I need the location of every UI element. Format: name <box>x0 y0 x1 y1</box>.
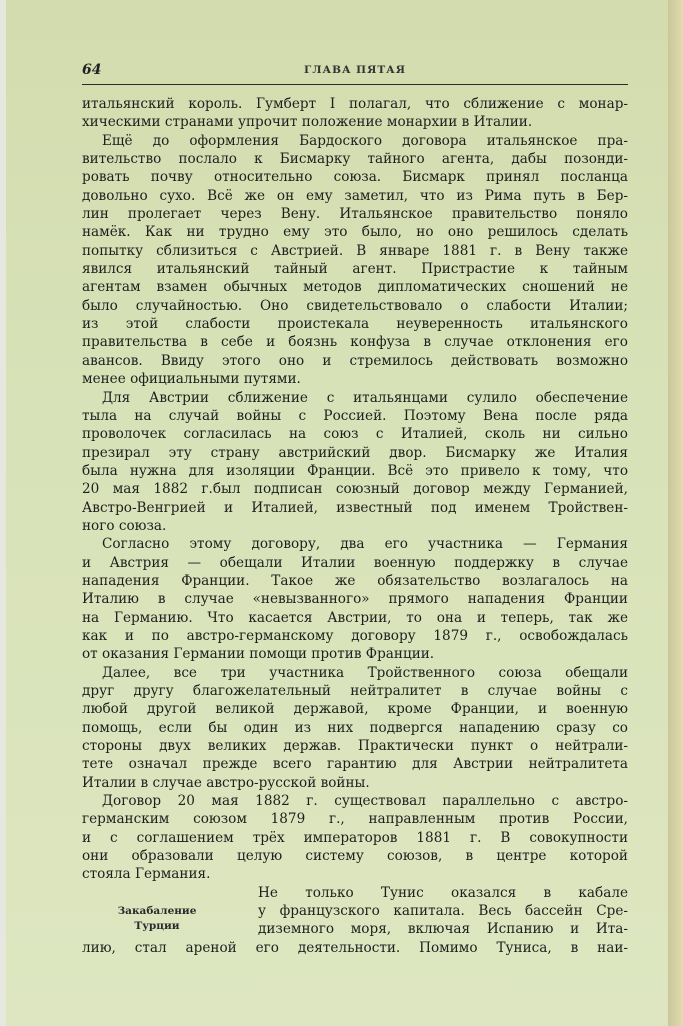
text-line: презирал эту страну австрийский двор. Бисмарку же Италия <box>82 444 628 461</box>
text-line: от оказания Германии помощи против Франции. <box>82 646 435 663</box>
margin-heading-line: Закабаление <box>117 904 197 917</box>
text-line: 20 мая 1882 г.был подписан союзный договор между Германией, <box>82 481 628 498</box>
text-line: на Германию. Что касается Австрии, то она и теперь, так же <box>82 609 628 626</box>
header-rule <box>82 84 628 85</box>
text-line: было случайностью. Оно свидетельствовало о слабости Италии; <box>82 297 628 314</box>
text-line: друг другу благожелательный нейтралитет в случае войны с <box>82 683 628 699</box>
text-line: диземного моря, включая Испанию и Ита- <box>258 921 628 938</box>
paragraph <box>82 535 628 663</box>
section-closing <box>82 884 628 957</box>
text-line: ного союза. <box>82 517 167 534</box>
text-line: и с соглашением трёх императоров 1881 г. В совокупности <box>82 829 628 846</box>
text-line: и Австрия — обещали Италии военную поддержку в случае <box>82 554 628 571</box>
text-line: Согласно этому договору, два его участника — Германия <box>102 536 628 553</box>
paragraph <box>82 95 628 132</box>
paragraph <box>82 389 628 536</box>
text-line: помощь, если бы один из них подвергся нападению сразу со <box>82 719 628 736</box>
text-line: была нужна для изоляции Франции. Всё это привело к тому, что <box>82 462 628 479</box>
text-line: стояла Германия. <box>82 866 211 883</box>
text-line: германским союзом 1879 г., направленным против России, <box>82 811 628 828</box>
text-line: у французского капитала. Весь бассейн Сре- <box>258 903 628 920</box>
text-line: как и по австро-германскому договору 1879 г., освобождалась <box>82 627 628 644</box>
body-text <box>82 95 628 957</box>
text-line: вительство послало к Бисмарку тайного агента, дабы позонди- <box>82 151 628 168</box>
page-header <box>82 60 628 80</box>
text-line: авансов. Ввиду этого оно и стремилось действовать возможно <box>82 352 628 369</box>
text-line: тыла на случай войны с Россией. Поэтому Вена после ряда <box>82 407 628 424</box>
text-line: они образовали целую систему союзов, в центре которой <box>82 848 628 865</box>
paragraph <box>82 132 628 389</box>
text-line: попытку сблизиться с Австрией. В январе 1881 г. в Вену также <box>82 242 628 259</box>
text-line: стороны двух великих держав. Практически пункт о нейтрали- <box>82 738 628 755</box>
text-line: ровать почву относительно союза. Бисмарк принял посланца <box>82 169 628 186</box>
paragraph <box>82 792 628 884</box>
text-line: хическими странами упрочит положение монархии в Италии. <box>82 114 533 131</box>
text-line: правительства в себе и боязнь конфуза в случае отклонения его <box>82 334 628 351</box>
text-line: Не только Тунис оказался в кабале <box>258 884 628 901</box>
margin-heading-line: Турции <box>134 919 180 932</box>
text-line: Италию в случае «невызванного» прямого нападения Франции <box>82 591 628 608</box>
text-line: любой другой великой державой, кроме Франции, и военную <box>82 701 628 718</box>
text-line: Договор 20 мая 1882 г. существовал параллельно с австро- <box>102 793 628 810</box>
paragraphs <box>82 95 628 884</box>
text-line: Италии в случае австро-русской войны. <box>82 774 370 791</box>
text-line: менее официальными путями. <box>82 371 301 388</box>
book-spine-edge <box>668 0 683 1026</box>
text-line: довольно сухо. Всё же он ему заметил, что из Рима путь в Бер- <box>82 187 628 204</box>
text-line: Австро-Венгрией и Италией, известный под именем Тройствен- <box>82 499 628 516</box>
text-line: агентам взамен обычных методов дипломатических сношений не <box>82 279 628 296</box>
paragraph <box>82 664 628 792</box>
text-line: лию, стал ареной его деятельности. Помимо Туниса, в наи- <box>82 939 628 956</box>
text-line: проволочек согласилась на союз с Италией, сколь ни сильно <box>82 426 628 443</box>
text-line: Для Австрии сближение с итальянцами сулило обеспечение <box>102 389 628 406</box>
text-line: нападения Франции. Такое же обязательство возлагалось на <box>82 572 628 589</box>
margin-heading <box>82 904 232 934</box>
text-line: намёк. Как ни трудно ему это было, но оно решилось сделать <box>82 224 628 241</box>
page-number: 64 <box>82 62 102 78</box>
text-line: Ещё до оформления Бардоского договора итальянское пра- <box>102 132 628 149</box>
text-line: тете означал прежде всего гарантию для Австрии нейтралитета <box>82 756 628 773</box>
text-line: Далее, все три участника Тройственного союза обещали <box>102 664 628 681</box>
text-line: явился итальянский тайный агент. Пристрастие к тайным <box>82 261 628 278</box>
text-line: из этой слабости проистекала неуверенность итальянского <box>82 316 628 333</box>
running-head: ГЛАВА ПЯТАЯ <box>304 64 406 76</box>
text-line: лин пролегает через Вену. Итальянское правительство поняло <box>82 206 628 223</box>
text-line: итальянский король. Гумберт I полагал, что сближение с монар- <box>82 96 628 112</box>
